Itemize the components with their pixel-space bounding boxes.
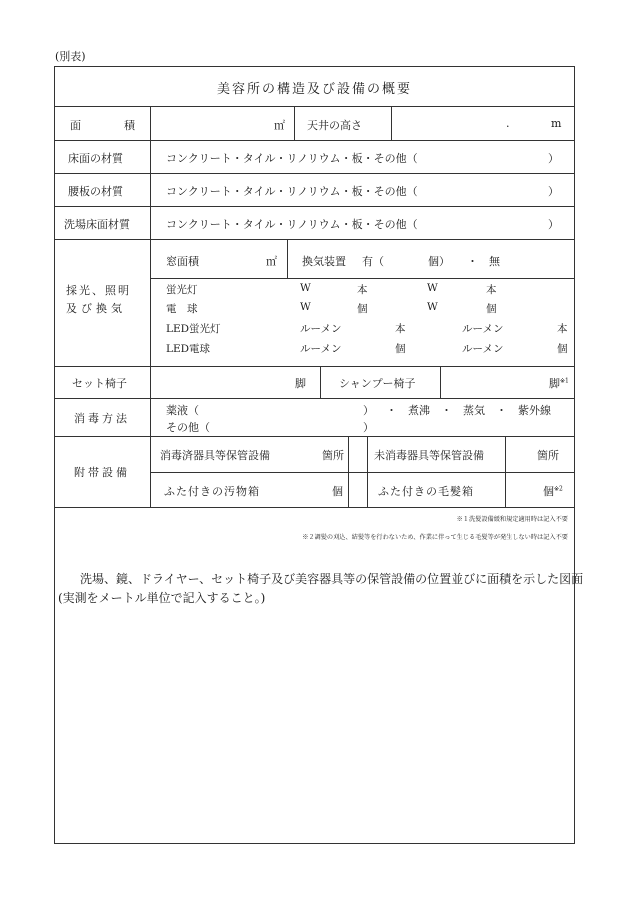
dirty-box-label: ふた付きの汚物箱 bbox=[164, 485, 260, 498]
lighting-label-line2: 及び換気 bbox=[66, 302, 126, 315]
hair-box-unit: 個$^{※2}$ bbox=[543, 485, 563, 498]
wainscot-material-label: 腰板の材質 bbox=[68, 185, 123, 198]
lamp-count-unit: 個 bbox=[557, 343, 568, 355]
row-divider bbox=[150, 278, 575, 279]
wash-floor-material-label: 洗場床面材質 bbox=[64, 218, 130, 231]
lamp-unit: ルーメン bbox=[462, 323, 504, 335]
disinfection-methods: ・ 煮沸 ・ 蒸気 ・ 紫外線 bbox=[386, 404, 551, 417]
column-divider bbox=[367, 436, 368, 507]
column-divider bbox=[505, 436, 506, 507]
column-divider bbox=[440, 366, 441, 398]
form-header-label: (別表) bbox=[55, 50, 86, 63]
undisinfected-storage-unit: 箇所 bbox=[537, 449, 559, 462]
set-chair-unit: 脚 bbox=[295, 377, 306, 390]
ventilation-yes: 有（ bbox=[362, 255, 384, 268]
area-unit: ㎡ bbox=[274, 119, 285, 132]
row-divider bbox=[54, 206, 575, 207]
lamp-count-unit: 本 bbox=[557, 323, 568, 335]
floor-material-close: ） bbox=[548, 152, 559, 165]
window-area-unit: ㎡ bbox=[266, 255, 277, 268]
column-divider bbox=[287, 239, 288, 278]
row-divider bbox=[54, 173, 575, 174]
diagram-instruction: 洗場、鏡、ドライヤー、セット椅子及び美容器具等の保管設備の位置並びに面積を示した図面 bbox=[80, 572, 584, 586]
lamp-unit: W bbox=[427, 301, 438, 313]
row-divider bbox=[54, 507, 575, 508]
lighting-label-line1: 採光、照明 bbox=[66, 284, 131, 297]
row-divider bbox=[54, 436, 575, 437]
disinfection-label: 消毒方法 bbox=[74, 412, 130, 425]
ventilation-separator: ・ bbox=[467, 255, 478, 268]
undisinfected-storage-label: 未消毒器具等保管設備 bbox=[374, 449, 484, 462]
wash-floor-material-close: ） bbox=[548, 218, 559, 231]
disinfection-other-open: その他（ bbox=[166, 421, 210, 434]
ventilation-no: 無 bbox=[489, 255, 500, 268]
row-divider bbox=[150, 472, 575, 473]
wainscot-material-close: ） bbox=[548, 185, 559, 198]
column-divider bbox=[348, 436, 349, 507]
shampoo-chair-label: シャンプー椅子 bbox=[339, 377, 416, 390]
diagram-instruction-note: (実測をメートル単位で記入すること。) bbox=[58, 591, 266, 605]
row-divider bbox=[54, 239, 575, 240]
disinfection-other-close: ） bbox=[363, 421, 374, 434]
ceiling-height-dot: . bbox=[506, 117, 510, 130]
lamp-unit: W bbox=[427, 282, 438, 294]
lamp-count-unit: 本 bbox=[357, 284, 368, 296]
lamp-unit: W bbox=[300, 301, 311, 313]
floor-material-label: 床面の材質 bbox=[68, 152, 123, 165]
lamp-count-unit: 個 bbox=[395, 343, 406, 355]
ventilation-label: 換気装置 bbox=[302, 255, 346, 268]
lamp-unit: ルーメン bbox=[300, 343, 342, 355]
shampoo-chair-unit: 脚$^{※1}$ bbox=[549, 377, 569, 390]
lamp-count-unit: 個 bbox=[357, 303, 368, 315]
column-divider bbox=[320, 366, 321, 398]
lamp-unit: ルーメン bbox=[300, 323, 342, 335]
disinfected-storage-label: 消毒済器具等保管設備 bbox=[160, 449, 270, 462]
disinfection-chemical-close: ） bbox=[363, 404, 374, 417]
lamp-count-unit: 本 bbox=[395, 323, 406, 335]
lamp-unit: ルーメン bbox=[462, 343, 504, 355]
disinfection-chemical-open: 薬液（ bbox=[166, 404, 199, 417]
wainscot-material-options: コンクリート・タイル・リノリウム・板・その他（ bbox=[166, 185, 418, 198]
lamp-type: 電 球 bbox=[166, 303, 198, 315]
lamp-unit: W bbox=[300, 282, 311, 294]
column-divider bbox=[391, 106, 392, 140]
area-label-b: 積 bbox=[124, 119, 135, 132]
dirty-box-unit: 個 bbox=[332, 485, 343, 498]
set-chair-label: セット椅子 bbox=[72, 377, 127, 390]
ceiling-height-unit: m bbox=[551, 117, 562, 130]
wash-floor-material-options: コンクリート・タイル・リノリウム・板・その他（ bbox=[166, 218, 418, 231]
disinfected-storage-unit: 箇所 bbox=[322, 449, 344, 462]
column-divider bbox=[294, 106, 295, 140]
row-divider bbox=[54, 366, 575, 367]
window-area-label: 窓面積 bbox=[166, 255, 199, 268]
equipment-label: 附帯設備 bbox=[74, 466, 130, 479]
lamp-type: 蛍光灯 bbox=[166, 284, 198, 296]
form-title: 美容所の構造及び設備の概要 bbox=[216, 82, 412, 97]
note-2: ※２調髪の刈込、結髪等を行わないため、作業に伴って生じる毛髪等が発生しない時は記入不要 bbox=[302, 534, 568, 541]
row-divider bbox=[54, 140, 575, 141]
note-mark-1: ※1 bbox=[560, 377, 569, 385]
row-divider bbox=[54, 398, 575, 399]
note-1: ※１洗髪設備緩和規定適用時は記入不要 bbox=[456, 516, 568, 523]
floor-material-options: コンクリート・タイル・リノリウム・板・その他（ bbox=[166, 152, 418, 165]
row-divider bbox=[54, 106, 575, 107]
hair-box-label: ふた付きの毛髪箱 bbox=[378, 485, 474, 498]
lamp-type: LED電球 bbox=[166, 343, 211, 355]
lamp-count-unit: 本 bbox=[486, 284, 497, 296]
note-mark-2: ※2 bbox=[554, 485, 563, 493]
column-divider bbox=[150, 106, 151, 507]
lamp-count-unit: 個 bbox=[486, 303, 497, 315]
ventilation-count: 個） bbox=[428, 255, 450, 268]
area-label-a: 面 bbox=[70, 119, 81, 132]
lamp-type: LED蛍光灯 bbox=[166, 323, 221, 335]
ceiling-height-label: 天井の高さ bbox=[307, 119, 362, 132]
